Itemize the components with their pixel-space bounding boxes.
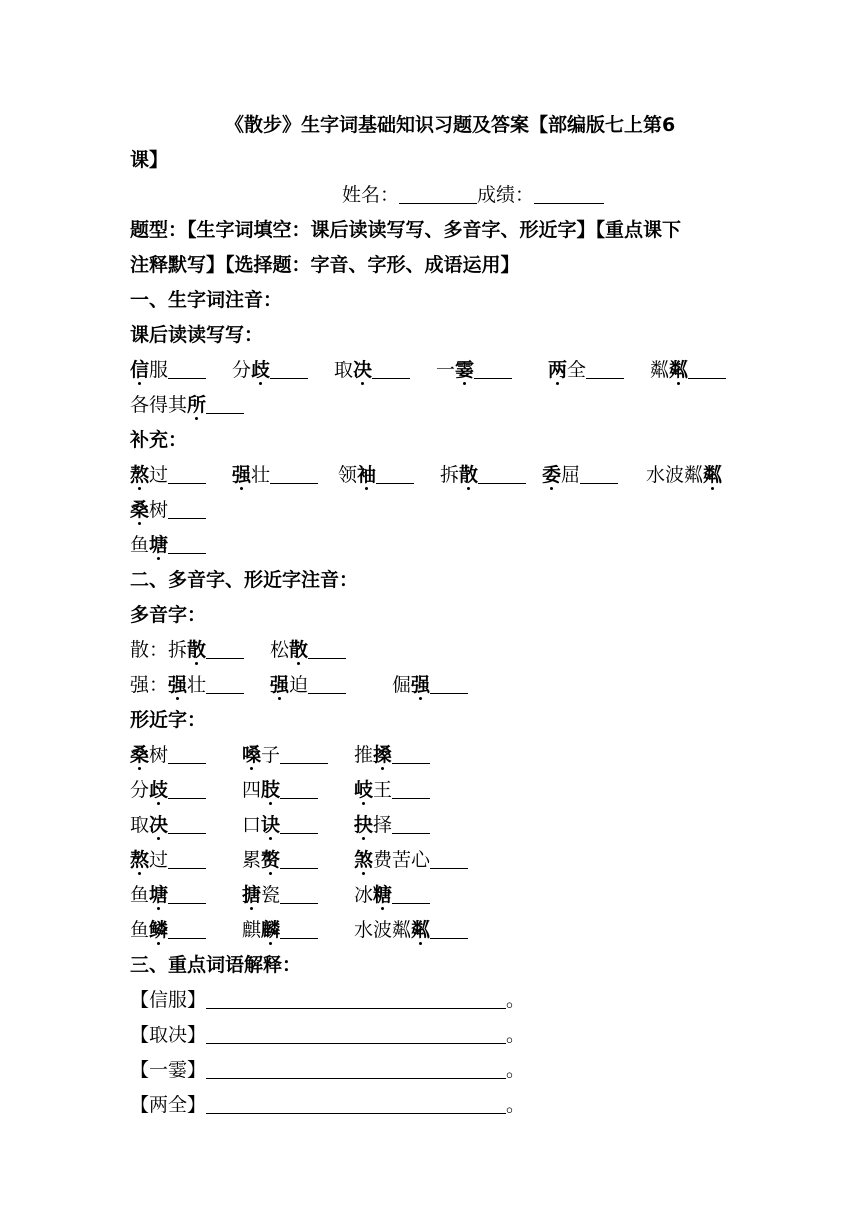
similar-row-5 [130, 878, 730, 913]
supplement-heading: 补充： [130, 429, 188, 451]
answer-blank[interactable] [168, 848, 206, 869]
answer-blank[interactable] [392, 743, 430, 764]
word-item: 鱼鳞 [130, 913, 242, 948]
word-item: 四肢 [242, 773, 354, 808]
answer-blank[interactable] [270, 463, 318, 484]
answer-blank[interactable] [688, 358, 726, 379]
explain-term: 【信服】 [130, 989, 207, 1011]
question-types-line-1: 题型：【生字词填空：课后读读写写、多音字、形近字】【重点课下 [130, 219, 682, 241]
supplement-row-3: 鱼塘 [130, 528, 730, 563]
answer-blank[interactable] [280, 813, 318, 834]
answer-blank[interactable] [478, 463, 526, 484]
word-item: 鱼塘 [130, 878, 242, 913]
answer-blank[interactable] [168, 883, 206, 904]
word-item: 冰糖 [354, 878, 430, 913]
answer-blank[interactable] [280, 883, 318, 904]
section-1-heading: 一、生字词注音： [130, 289, 283, 311]
explain-blank[interactable] [206, 1093, 506, 1114]
word-item: 强迫 [270, 668, 392, 703]
answer-blank[interactable] [168, 918, 206, 939]
answer-blank[interactable] [308, 638, 346, 659]
answer-blank[interactable] [206, 393, 244, 414]
answer-blank[interactable] [280, 778, 318, 799]
word-item: 水波粼粼 [354, 913, 468, 948]
worksheet-page [130, 108, 730, 1123]
section-3-heading: 三、重点词语解释： [130, 954, 302, 976]
answer-blank[interactable] [168, 463, 206, 484]
word-item: 信服 [130, 353, 232, 388]
word-item: 强壮 [168, 668, 270, 703]
answer-blank[interactable] [206, 638, 244, 659]
title-line-1: 《散步》生字词基础知识习题及答案【部编版七上第6 [225, 114, 676, 136]
word-item: 岐王 [354, 773, 430, 808]
answer-blank[interactable] [474, 358, 512, 379]
word-item: 口诀 [242, 808, 354, 843]
answer-blank[interactable] [168, 813, 206, 834]
explain-term: 【取决】 [130, 1024, 207, 1046]
polyphone-heading: 多音字： [130, 604, 207, 626]
answer-blank[interactable] [280, 743, 328, 764]
answer-blank[interactable] [270, 358, 308, 379]
explain-row: 【信服】 。 [130, 989, 526, 1011]
polyphone-san-row: 散：拆散 松散 [130, 633, 730, 668]
explain-blank[interactable] [206, 988, 506, 1009]
answer-blank[interactable] [168, 743, 206, 764]
word-item: 委屈 [542, 458, 646, 493]
explain-row: 【两全】 。 [130, 1094, 526, 1116]
answer-blank[interactable] [430, 918, 468, 939]
word-item: 取决 [130, 808, 242, 843]
word-item: 熬过 [130, 843, 242, 878]
answer-blank[interactable] [392, 813, 430, 834]
answer-blank[interactable] [308, 673, 346, 694]
word-item: 领袖 [338, 458, 440, 493]
similar-row-4 [130, 843, 730, 878]
similar-row-3 [130, 808, 730, 843]
word-item: 两全 [548, 353, 650, 388]
explain-blank[interactable] [206, 1058, 506, 1079]
explain-term: 【两全】 [130, 1094, 207, 1116]
word-item: 粼粼 [650, 353, 726, 388]
explain-row: 【一霎】 。 [130, 1059, 526, 1081]
answer-blank[interactable] [392, 778, 430, 799]
word-item: 桑树 [130, 738, 242, 773]
word-item: 分歧 [130, 773, 242, 808]
word-item: 一霎 [436, 353, 548, 388]
answer-blank[interactable] [168, 778, 206, 799]
similar-row-2 [130, 773, 730, 808]
word-item: 累赘 [242, 843, 354, 878]
name-blank[interactable] [399, 183, 477, 204]
word-item: 煞费苦心 [354, 843, 468, 878]
answer-blank[interactable] [430, 848, 468, 869]
explain-blank[interactable] [206, 1023, 506, 1044]
supplement-row-1 [130, 458, 730, 493]
score-blank[interactable] [534, 183, 604, 204]
name-score-line [130, 178, 730, 213]
word-item: 抉择 [354, 808, 430, 843]
word-item: 拆散 [168, 633, 270, 668]
answer-blank[interactable] [376, 463, 414, 484]
answer-blank[interactable] [168, 533, 206, 554]
word-item: 分歧 [232, 353, 334, 388]
readwrite-heading: 课后读读写写： [130, 324, 264, 346]
word-item: 倔强 [392, 668, 468, 703]
word-item: 水波粼粼 [646, 458, 722, 493]
explain-row: 【取决】 。 [130, 1024, 526, 1046]
word-item: 取决 [334, 353, 436, 388]
similar-row-1 [130, 738, 730, 773]
readwrite-row-2: 各得其所 [130, 388, 730, 423]
answer-blank[interactable] [280, 918, 318, 939]
answer-blank[interactable] [280, 848, 318, 869]
answer-blank[interactable] [168, 358, 206, 379]
answer-blank[interactable] [206, 673, 244, 694]
explain-term: 【一霎】 [130, 1059, 207, 1081]
title-line-2: 课】 [130, 149, 169, 171]
similar-char-heading: 形近字： [130, 709, 207, 731]
word-item: 推搡 [354, 738, 430, 773]
question-types-line-2: 注释默写】【选择题：字音、字形、成语运用】 [130, 254, 520, 276]
word-item: 松散 [270, 633, 346, 668]
similar-row-6 [130, 913, 730, 948]
word-item: 麒麟 [242, 913, 354, 948]
name-label: 姓名： [342, 184, 400, 206]
answer-blank[interactable] [580, 463, 618, 484]
polyphone-qiang-row: 强：强壮 强迫 倔强 [130, 668, 730, 703]
answer-blank[interactable] [168, 498, 206, 519]
score-label: 成绩： [477, 184, 535, 206]
section-2-heading: 二、多音字、形近字注音： [130, 569, 359, 591]
word-item: 熬过 [130, 458, 232, 493]
answer-blank[interactable] [586, 358, 624, 379]
answer-blank[interactable] [392, 883, 430, 904]
answer-blank[interactable] [430, 673, 468, 694]
word-item: 嗓子 [242, 738, 354, 773]
answer-blank[interactable] [372, 358, 410, 379]
word-item: 拆散 [440, 458, 542, 493]
word-item: 搪瓷 [242, 878, 354, 913]
readwrite-row-1 [130, 353, 730, 388]
supplement-row-2: 桑树 [130, 493, 730, 528]
word-item: 强壮 [232, 458, 338, 493]
